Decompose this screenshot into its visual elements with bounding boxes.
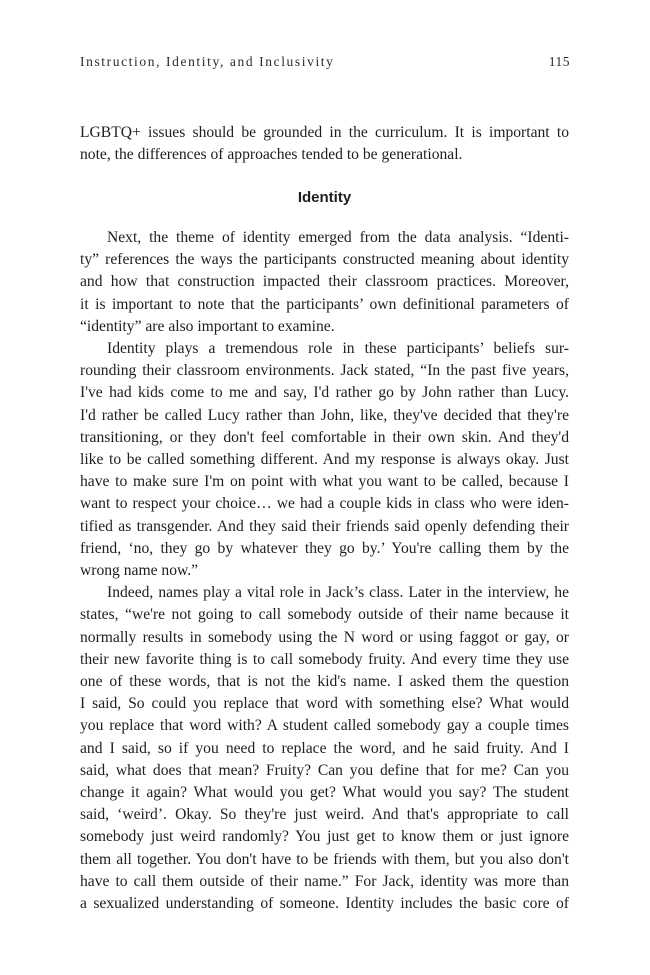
text-line: change it again? What would you get? What would you say? The student [80,784,569,802]
text-line: their new favorite thing is to call somebody fruity. And every time they use [80,650,569,668]
text-line: normally results in somebody using the N word or using faggot or gay, or [80,628,569,646]
text-line: I'd rather be called Lucy rather than John, like, they've decided that they're [80,406,569,424]
text-line: ty” references the ways the participants constructed meaning about identity [80,251,569,269]
running-title: Instruction, Identity, and Inclusivity [80,54,335,69]
text-line: “identity” are also important to examine. [80,317,335,335]
text-line: have to make sure I'm on point with what you want to be called, because I [80,473,569,491]
text-line: like to be called something different. And my response is always okay. Just [80,451,569,469]
intro-paragraph [80,122,569,166]
text-line: LGBTQ+ issues should be grounded in the curriculum. It is important to [80,124,569,141]
text-line: somebody just weird randomly? You just get to know them or just ignore [80,828,569,846]
text-line: said, ‘weird’. Okay. So they're just weird. And that's appropriate to call [80,806,569,824]
text-line: wrong name now.” [80,562,199,580]
text-line: Indeed, names play a vital role in Jack’s class. Later in the interview, he [107,584,569,602]
text-line: a sexualized understanding of someone. Identity includes the basic core of [80,895,569,913]
section-body [80,227,569,915]
text-line: one of these words, that is not the kid's name. I asked them the question [80,673,569,691]
running-head [80,54,570,70]
text-line: I've had kids come to me and say, I'd rather go by John rather than Lucy. [80,384,569,402]
section-heading: Identity [297,189,352,206]
text-line: transitioning, or they don't feel comfortable in their own skin. And they'd [80,428,569,446]
text-line: and how that construction impacted their classroom practices. Moreover, [80,273,569,291]
text-line: it is important to note that the participants’ own definitional parameters of [80,295,569,313]
text-line: want to respect your choice… we had a couple kids in class who were iden- [80,495,569,513]
text-line: note, the differences of approaches tended to be generational. [80,146,463,164]
text-line: I said, So could you replace that word with something else? What would [80,695,569,713]
text-line: tified as transgender. And they said their friends said openly defending their [80,517,569,535]
text-line: rounding their classroom environments. Jack stated, “In the past five years, [80,362,569,380]
text-line: you replace that word with? A student called somebody gay a couple times [80,717,569,735]
text-line: said, what does that mean? Fruity? Can you define that for me? Can you [80,761,569,779]
text-line: and I said, so if you need to replace the word, and he said fruity. And I [80,739,569,757]
text-line: Identity plays a tremendous role in these participants’ beliefs sur- [107,340,569,358]
text-line: friend, ‘no, they go by whatever they go by.’ You're calling them by the [80,539,569,557]
text-line: have to call them outside of their name.” For Jack, identity was more than [80,872,569,890]
text-line: Next, the theme of identity emerged from the data analysis. “Identi- [107,229,569,246]
text-line: states, “we're not going to call somebody outside of their name because it [80,606,569,624]
text-line: them all together. You don't have to be friends with them, but you also don't [80,850,569,868]
page-number: 115 [548,54,570,69]
